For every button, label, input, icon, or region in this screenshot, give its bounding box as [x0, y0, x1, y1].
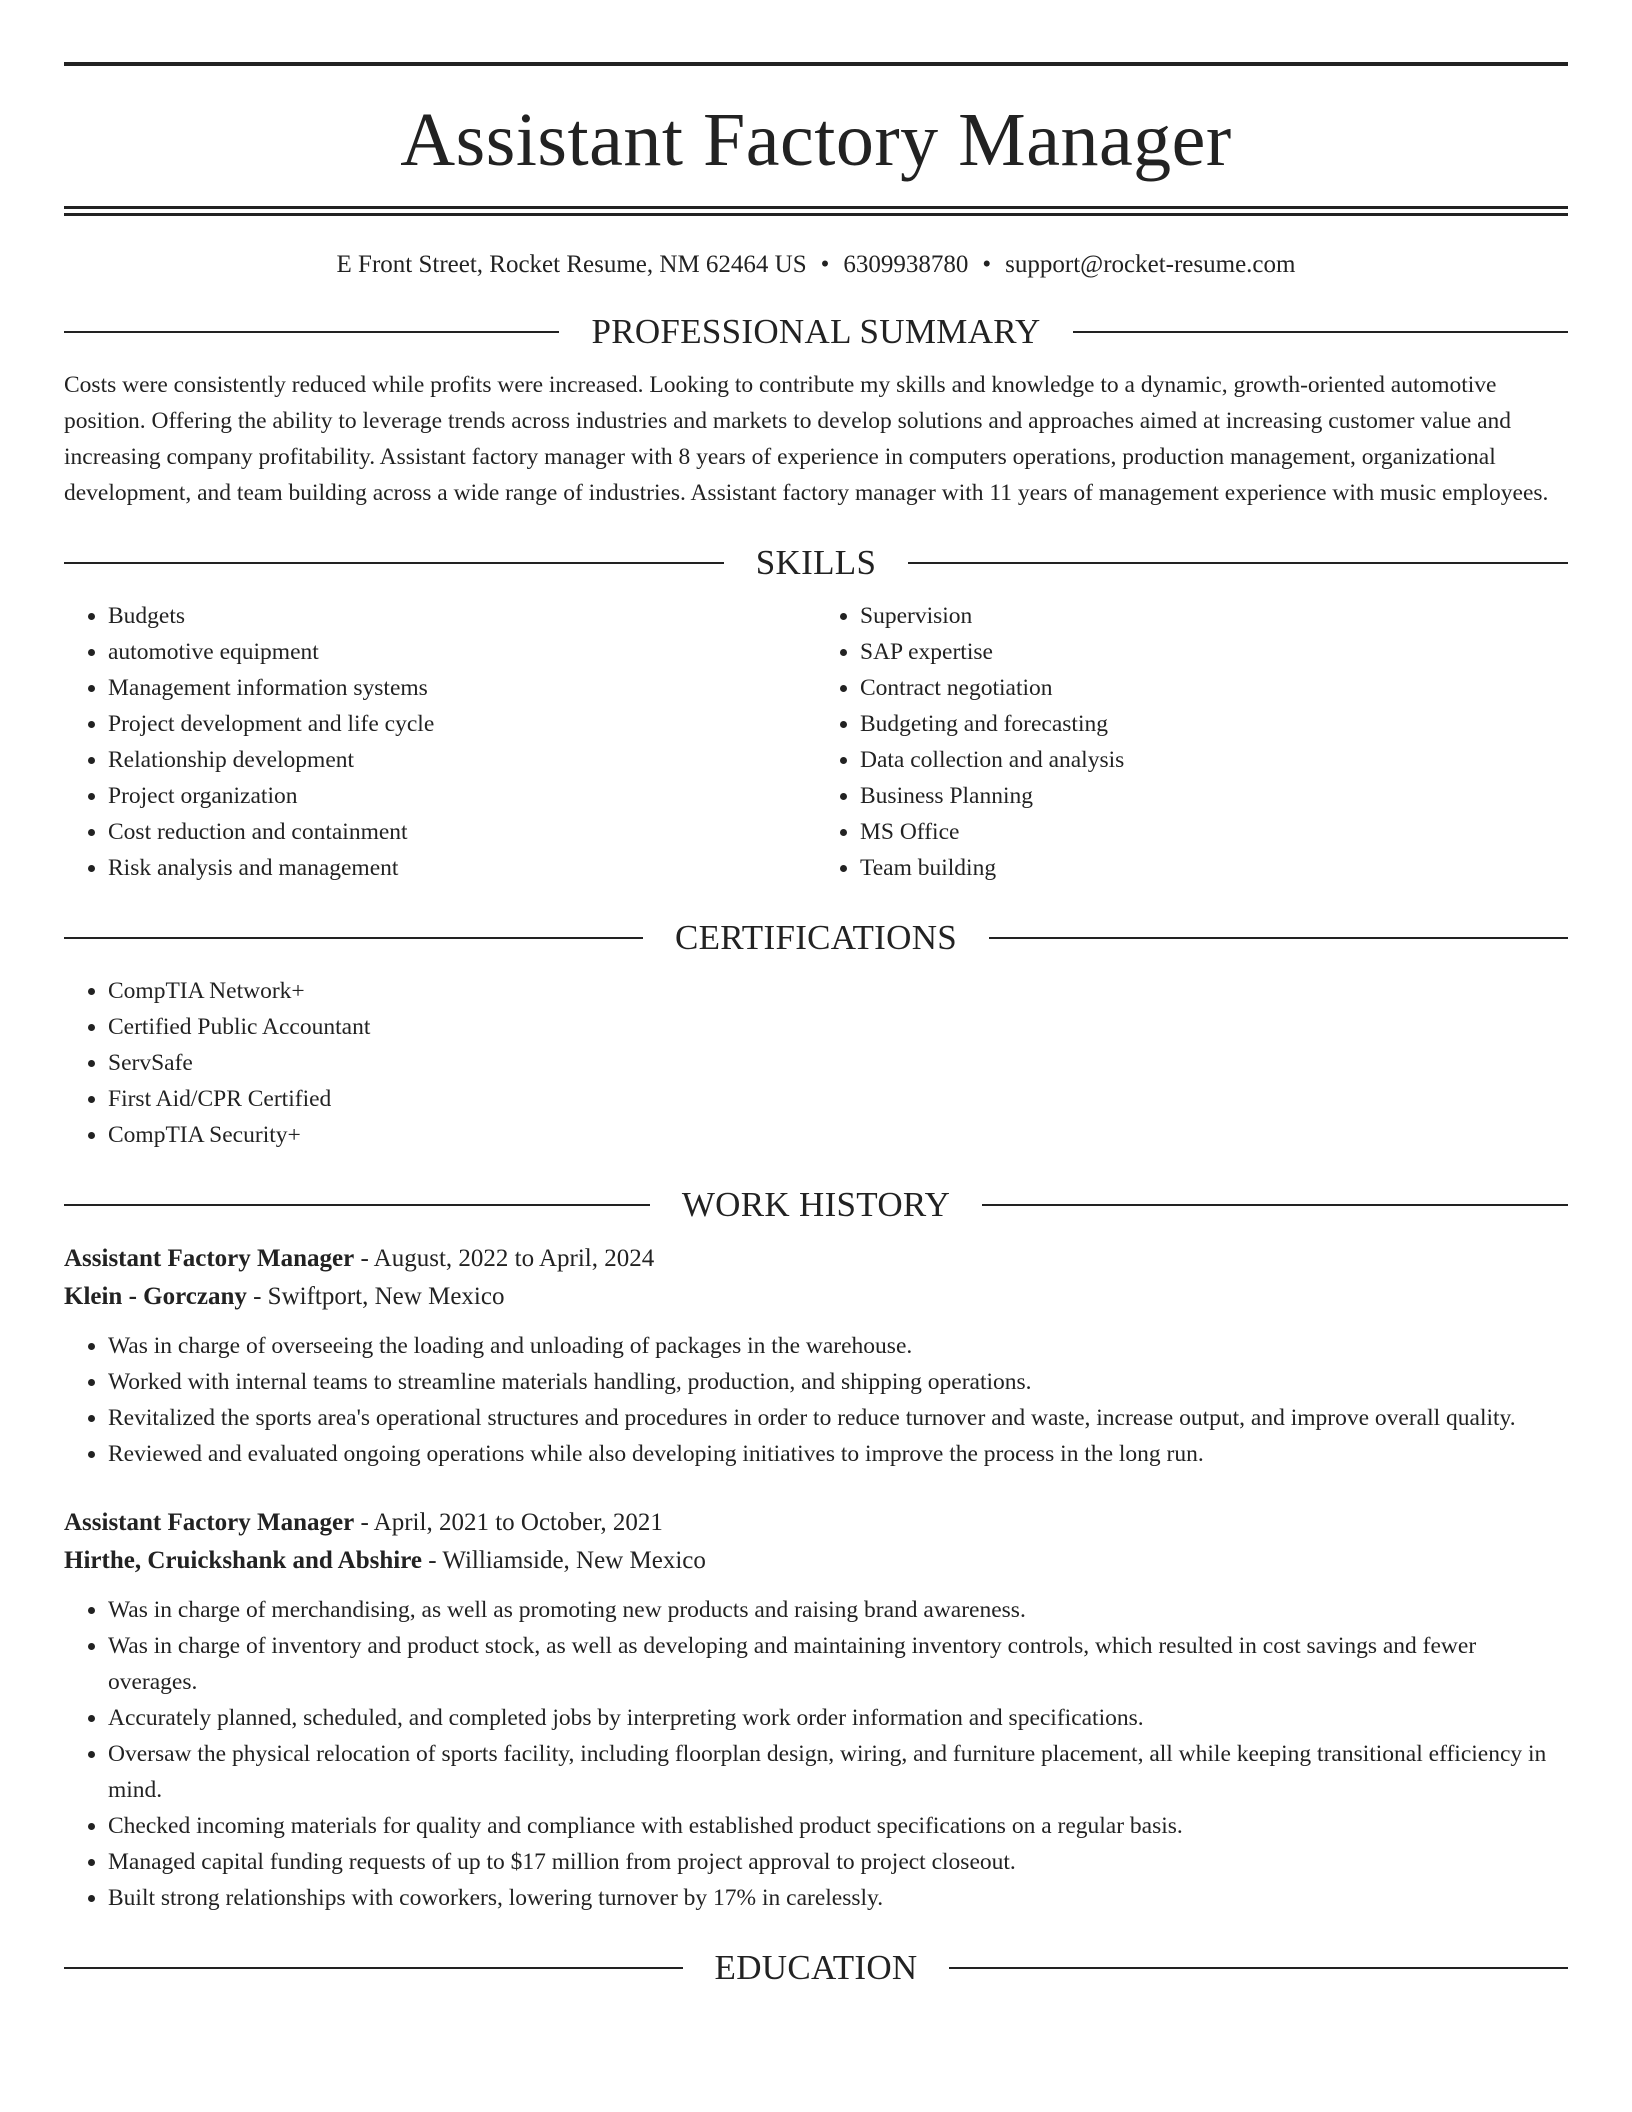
- job-bullet: • Accurately planned, scheduled, and completed jobs by interpreting work order information and specifications.: [108, 1700, 1568, 1736]
- contact-line: [64, 250, 1568, 280]
- job-title: Assistant Factory Manager: [64, 1245, 355, 1272]
- skill-item: • MS Office: [860, 814, 1568, 850]
- certification-item: • Certified Public Accountant: [108, 1009, 1568, 1045]
- section-title: SKILLS: [755, 543, 877, 582]
- job-company: Hirthe, Cruickshank and Abshire: [64, 1547, 422, 1574]
- heading-rule: [64, 1967, 683, 1969]
- skill-item: • Team building: [860, 850, 1568, 886]
- contact-phone: 6309938780: [843, 251, 969, 278]
- certifications-list: [64, 973, 1568, 1153]
- skill-item: • Budgets: [108, 598, 816, 634]
- job-bullet: • Was in charge of merchandising, as well as promoting new products and raising brand awareness.: [108, 1592, 1568, 1628]
- job-company-line: [64, 1278, 1568, 1316]
- heading-rule: [64, 331, 559, 333]
- job-bullets: [64, 1328, 1568, 1472]
- skill-item: • Risk analysis and management: [108, 850, 816, 886]
- job-bullet: • Reviewed and evaluated ongoing operations while also developing initiatives to improve the process in the long run.: [108, 1436, 1568, 1472]
- job-bullet: • Worked with internal teams to streamline materials handling, production, and shipping operations.: [108, 1364, 1568, 1400]
- section-heading-skills: [64, 545, 1568, 580]
- heading-rule: [1073, 331, 1568, 333]
- heading-rule: [908, 562, 1568, 564]
- skill-item: • Budgeting and forecasting: [860, 706, 1568, 742]
- job-bullet: • Was in charge of inventory and product stock, as well as developing and maintaining inventory controls, which resulted in cost savings and fewer overages.: [108, 1628, 1568, 1700]
- job-dates: - April, 2021 to October, 2021: [354, 1509, 663, 1536]
- skill-item: • Data collection and analysis: [860, 742, 1568, 778]
- skill-item: • automotive equipment: [108, 634, 816, 670]
- certification-item: • CompTIA Network+: [108, 973, 1568, 1009]
- certification-item: • ServSafe: [108, 1045, 1568, 1081]
- job-bullet: • Revitalized the sports area's operational structures and procedures in order to reduce turnover and waste, increase output, and improve overall quality.: [108, 1400, 1568, 1436]
- skill-item: • Supervision: [860, 598, 1568, 634]
- job-bullet: • Was in charge of overseeing the loading and unloading of packages in the warehouse.: [108, 1328, 1568, 1364]
- section-title: WORK HISTORY: [681, 1185, 951, 1224]
- summary-text: Costs were consistently reduced while profits were increased. Looking to contribute my skills and knowledge to a dynamic, growth-oriented automotive position. Offering the ability to leverage trends across industries and markets to develop solutions and approaches aimed at increasing customer value and increasing company profitability. Assistant factory manager with 8 years of experience in computers operations, production management, organizational development, and team building across a wide range of industries. Assistant factory manager with 11 years of management experience with music employees.: [64, 372, 1549, 506]
- certification-item: • First Aid/CPR Certified: [108, 1081, 1568, 1117]
- job-bullet: • Managed capital funding requests of up to $17 million from project approval to project closeout.: [108, 1844, 1568, 1880]
- section-title: EDUCATION: [714, 1948, 918, 1987]
- job-bullet: • Built strong relationships with coworkers, lowering turnover by 17% in carelessly.: [108, 1880, 1568, 1916]
- skill-item: • SAP expertise: [860, 634, 1568, 670]
- job-dates: - August, 2022 to April, 2024: [354, 1245, 655, 1272]
- job-company: Klein - Gorczany: [64, 1283, 247, 1310]
- skill-item: • Project development and life cycle: [108, 706, 816, 742]
- heading-rule: [982, 1204, 1568, 1206]
- heading-rule: [64, 562, 724, 564]
- job-bullets: [64, 1592, 1568, 1916]
- job-title-line: [64, 1240, 1568, 1278]
- section-title: PROFESSIONAL SUMMARY: [591, 312, 1041, 351]
- skill-item: • Project organization: [108, 778, 816, 814]
- job-bullet: • Oversaw the physical relocation of sports facility, including floorplan design, wiring, and furniture placement, all while keeping transitional efficiency in mind.: [108, 1736, 1568, 1808]
- skill-item: • Cost reduction and containment: [108, 814, 816, 850]
- skill-item: • Management information systems: [108, 670, 816, 706]
- skill-item: • Contract negotiation: [860, 670, 1568, 706]
- heading-rule: [64, 1204, 650, 1206]
- skills-columns: [64, 598, 1568, 886]
- resume-page: [64, 62, 1568, 2003]
- contact-separator: •: [982, 251, 992, 278]
- skill-item: • Business Planning: [860, 778, 1568, 814]
- heading-rule: [989, 937, 1568, 939]
- skills-list-left: [64, 598, 816, 886]
- double-rule: [64, 206, 1568, 216]
- top-rule: [64, 62, 1568, 66]
- contact-email: support@rocket-resume.com: [1005, 251, 1296, 278]
- contact-separator: •: [820, 251, 830, 278]
- contact-address: E Front Street, Rocket Resume, NM 62464 US: [336, 251, 807, 278]
- job-entry: [64, 1240, 1568, 1472]
- job-title: Assistant Factory Manager: [64, 1509, 355, 1536]
- job-title-line: [64, 1504, 1568, 1542]
- job-location: - Swiftport, New Mexico: [246, 1283, 505, 1310]
- section-heading-education: [64, 1950, 1568, 1985]
- section-heading-certifications: [64, 920, 1568, 955]
- skill-item: • Relationship development: [108, 742, 816, 778]
- heading-rule: [64, 937, 643, 939]
- section-heading-work-history: [64, 1187, 1568, 1222]
- job-entry: [64, 1504, 1568, 1916]
- section-title: CERTIFICATIONS: [674, 918, 958, 957]
- heading-rule: [949, 1967, 1568, 1969]
- section-heading-summary: [64, 314, 1568, 349]
- certification-item: • CompTIA Security+: [108, 1117, 1568, 1153]
- job-bullet: • Checked incoming materials for quality and compliance with established product specifications on a regular basis.: [108, 1808, 1568, 1844]
- skills-list-right: [816, 598, 1568, 886]
- resume-name: Assistant Factory Manager: [400, 98, 1232, 182]
- job-company-line: [64, 1542, 1568, 1580]
- job-location: - Williamside, New Mexico: [421, 1547, 706, 1574]
